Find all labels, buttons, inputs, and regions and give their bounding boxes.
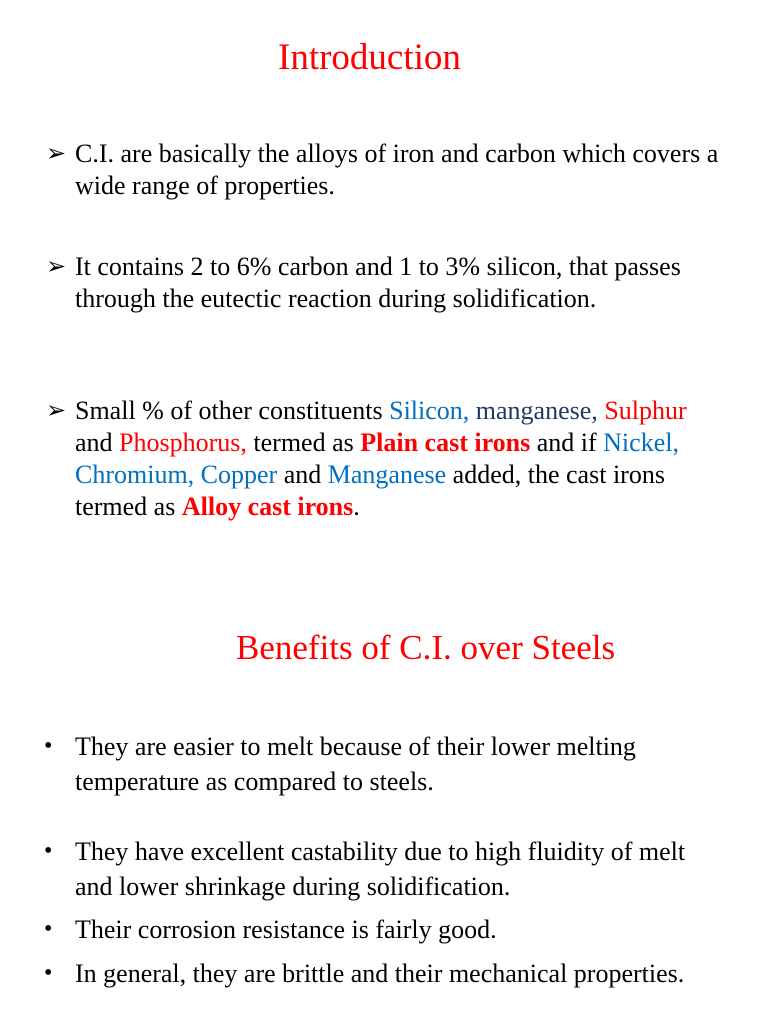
term-manganese-alloy: Manganese (327, 460, 447, 489)
benefit-bullet-melting (44, 729, 722, 799)
benefit-bullet-castability (44, 834, 722, 904)
text-segment: and (277, 460, 328, 489)
benefit-bullet-text: They are easier to melt because of their lower melting temperature as compared to steels. (75, 732, 636, 796)
term-alloy-cast-irons: Alloy cast irons (181, 492, 354, 521)
text-segment: termed as (246, 428, 361, 457)
dot-bullet-icon: • (44, 916, 53, 942)
arrow-bullet-icon: ➢ (46, 398, 67, 424)
term-plain-cast-irons: Plain cast irons (360, 428, 531, 457)
text-segment: and (75, 428, 120, 457)
term-alloying-elements: Nickel, Chromium, Copper (75, 428, 679, 489)
text-segment: and if (530, 428, 604, 457)
intro-bullet-classification (46, 395, 726, 523)
term-sulphur: Sulphur (604, 396, 687, 425)
benefit-bullet-corrosion (44, 912, 722, 947)
benefit-bullet-brittleness (44, 956, 722, 991)
intro-bullet-text (75, 395, 726, 523)
dot-bullet-icon: • (44, 960, 53, 986)
benefit-bullet-text: Their corrosion resistance is fairly good. (75, 915, 497, 944)
term-phosphorus: Phosphorus, (119, 428, 247, 457)
benefit-bullet-text: They have excellent castability due to high fluidity of melt and lower shrinkage during solidification. (75, 837, 686, 901)
dot-bullet-icon: • (44, 838, 53, 864)
benefit-bullet-text: In general, they are brittle and their mechanical properties. (75, 959, 685, 988)
text-segment: added, the cast irons termed as (75, 460, 665, 521)
term-manganese: manganese, (475, 396, 598, 425)
term-silicon: Silicon, (389, 396, 470, 425)
arrow-bullet-icon: ➢ (46, 254, 67, 280)
introduction-heading: Introduction (278, 37, 461, 78)
arrow-bullet-icon: ➢ (46, 141, 67, 167)
intro-bullet-text: It contains 2 to 6% carbon and 1 to 3% silicon, that passes through the eutectic reaction during solidification. (75, 252, 681, 313)
intro-bullet-definition (46, 138, 726, 202)
text-segment: . (353, 492, 360, 521)
intro-bullet-text: C.I. are basically the alloys of iron and carbon which covers a wide range of properties. (75, 139, 719, 200)
intro-bullet-composition (46, 251, 726, 315)
text-segment: Small % of other constituents (75, 396, 390, 425)
dot-bullet-icon: • (44, 733, 53, 759)
benefits-heading: Benefits of C.I. over Steels (236, 628, 616, 667)
